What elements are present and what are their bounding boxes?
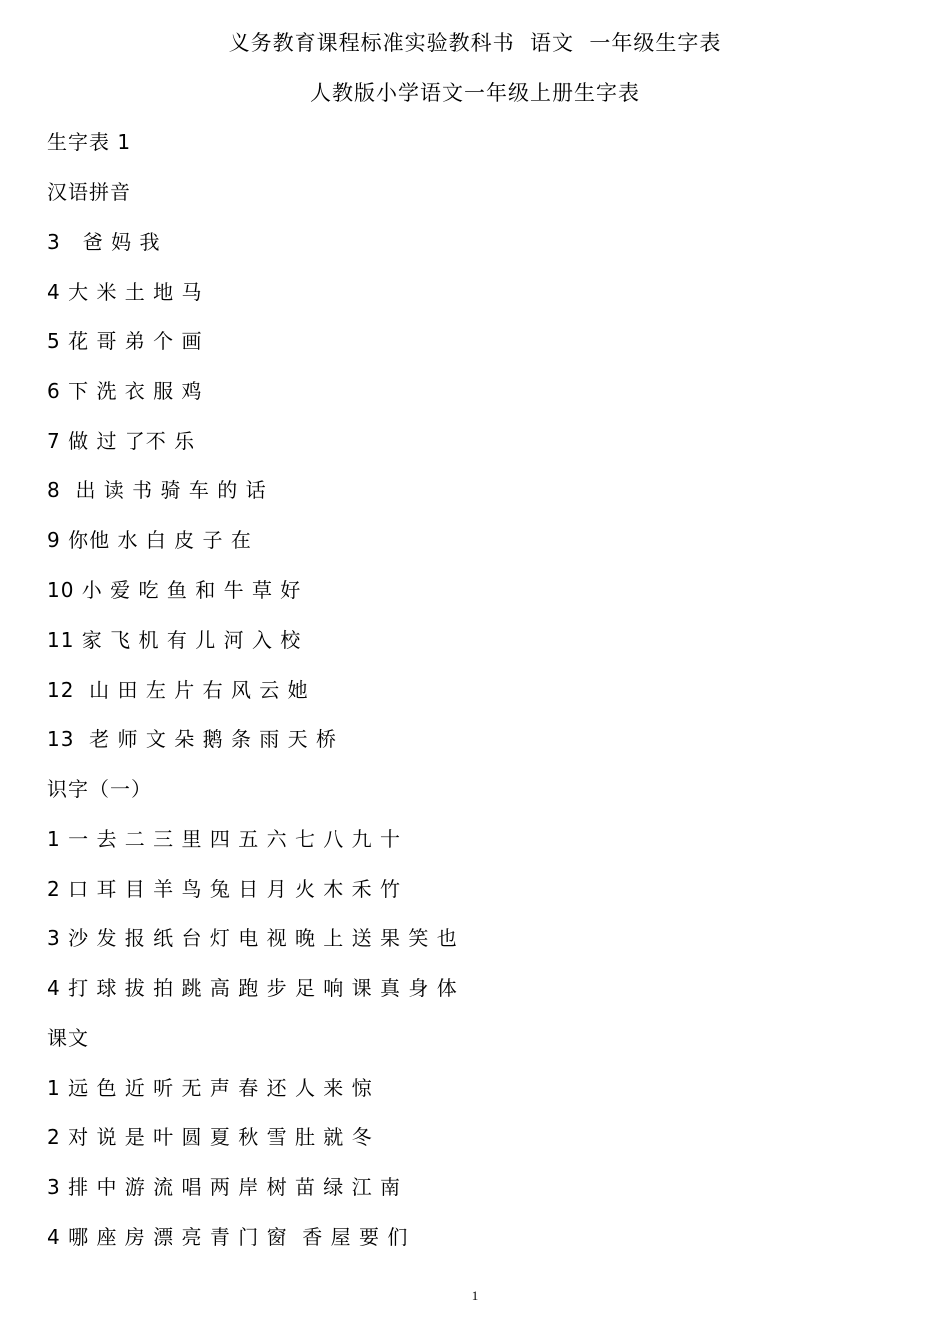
character-row: 3 爸 妈 我 bbox=[47, 230, 161, 254]
character-row: 4 打 球 拔 拍 跳 高 跑 步 足 响 课 真 身 体 bbox=[47, 976, 458, 1000]
character-row: 8 出 读 书 骑 车 的 话 bbox=[47, 478, 267, 502]
character-row: 13 老 师 文 朵 鹅 条 雨 天 桥 bbox=[47, 727, 338, 751]
document-title: 义务教育课程标准实验教科书 语文 一年级生字表 bbox=[228, 31, 722, 55]
character-row: 11 家 飞 机 有 儿 河 入 校 bbox=[47, 628, 302, 652]
character-row: 4 大 米 土 地 马 bbox=[47, 280, 203, 304]
character-row: 9 你他 水 白 皮 子 在 bbox=[47, 528, 252, 552]
document-subtitle: 人教版小学语文一年级上册生字表 bbox=[310, 81, 640, 105]
character-row: 1 一 去 二 三 里 四 五 六 七 八 九 十 bbox=[47, 827, 402, 851]
character-row: 3 排 中 游 流 唱 两 岸 树 苗 绿 江 南 bbox=[47, 1175, 402, 1199]
section-heading: 识字（一） bbox=[47, 777, 152, 801]
character-row: 3 沙 发 报 纸 台 灯 电 视 晚 上 送 果 笑 也 bbox=[47, 926, 458, 950]
section-heading: 汉语拼音 bbox=[47, 180, 131, 204]
section-heading: 生字表 1 bbox=[47, 130, 132, 154]
character-row: 12 山 田 左 片 右 风 云 她 bbox=[47, 678, 309, 702]
section-heading: 课文 bbox=[47, 1026, 89, 1050]
character-row: 1 远 色 近 听 无 声 春 还 人 来 惊 bbox=[47, 1076, 373, 1100]
character-row: 4 哪 座 房 漂 亮 青 门 窗 香 屋 要 们 bbox=[47, 1225, 409, 1249]
character-row: 5 花 哥 弟 个 画 bbox=[47, 329, 203, 353]
character-row: 6 下 洗 衣 服 鸡 bbox=[47, 379, 203, 403]
character-row: 10 小 爱 吃 鱼 和 牛 草 好 bbox=[47, 578, 302, 602]
character-row: 2 对 说 是 叶 圆 夏 秋 雪 肚 就 冬 bbox=[47, 1125, 373, 1149]
page-number: 1 bbox=[471, 1288, 479, 1303]
character-row: 2 口 耳 目 羊 鸟 兔 日 月 火 木 禾 竹 bbox=[47, 877, 402, 901]
character-row: 7 做 过 了不 乐 bbox=[47, 429, 196, 453]
